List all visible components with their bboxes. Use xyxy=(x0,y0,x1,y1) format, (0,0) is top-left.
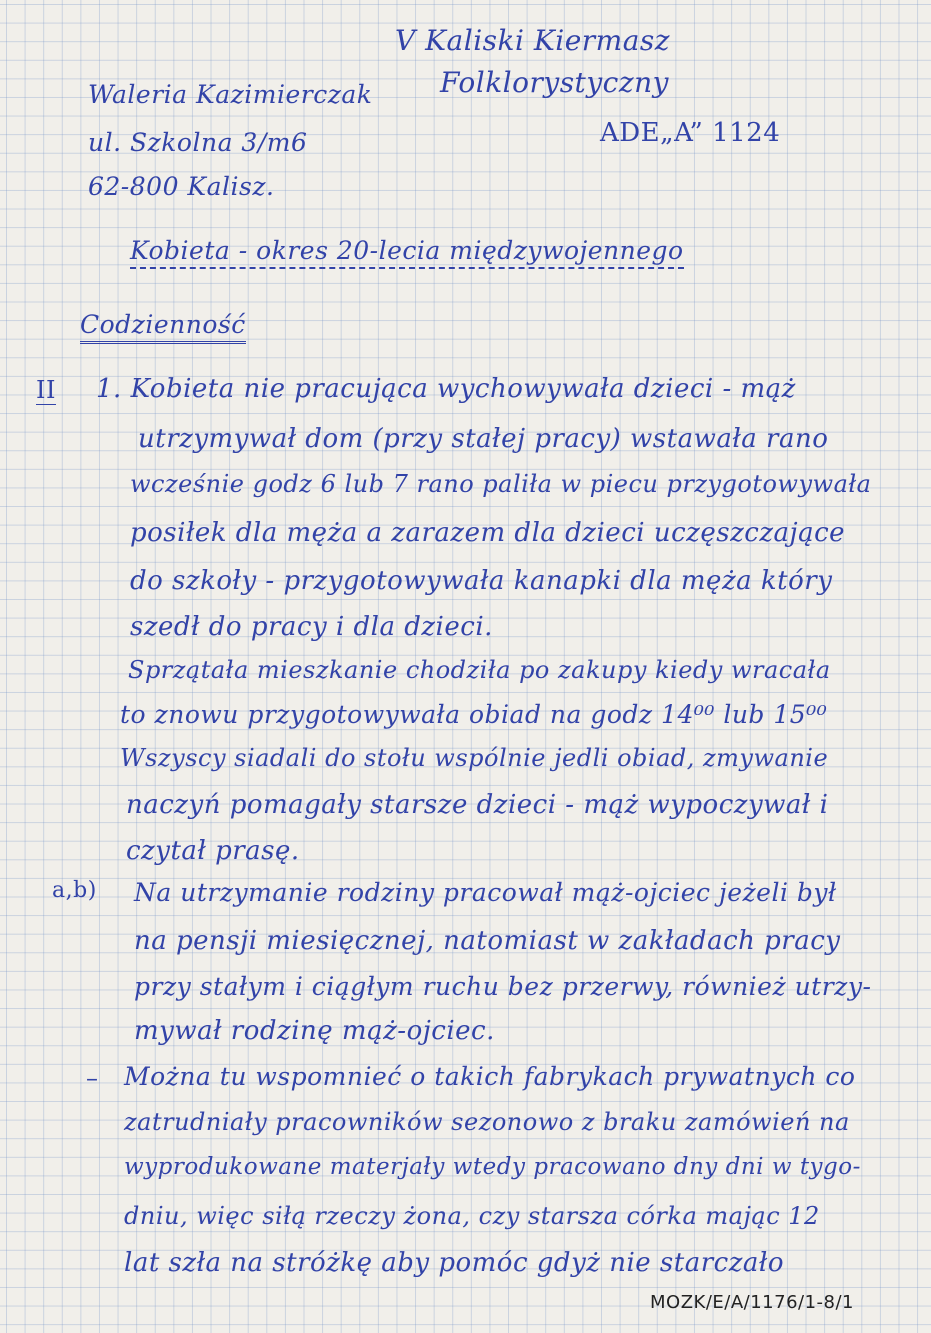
body-line-8: to znowu przygotowywała obiad na godz 14⁰⁰ lub 15⁰⁰ xyxy=(120,700,828,729)
body-line-15: mywał rodzinę mąż-ojciec. xyxy=(134,1016,495,1046)
body-line-3: wcześnie godz 6 lub 7 rano paliła w piecu przygotowywała xyxy=(130,470,872,498)
author-name: Waleria Kazimierczak xyxy=(88,80,373,109)
body-line-7: Sprzątała mieszkanie chodziła po zakupy kiedy wracała xyxy=(128,656,831,684)
body-line-19: dniu, więc siłą rzeczy żona, czy starsza córka mając 12 xyxy=(124,1202,820,1230)
body-line-10: naczyń pomagały starsze dzieci - mąż wypoczywał i xyxy=(126,790,829,820)
document-title: Kobieta - okres 20-lecia międzywojennego xyxy=(130,236,684,269)
body-line-6: szedł do pracy i dla dzieci. xyxy=(130,612,493,642)
body-line-14: przy stałym i ciągłym ruchu bez przerwy, również utrzy- xyxy=(134,972,872,1001)
archive-note-line1: V Kaliski Kiermasz xyxy=(395,24,671,57)
body-line-20: lat szła na stróżkę aby pomóc gdyż nie starczało xyxy=(124,1248,784,1278)
margin-mark-ab: a,b) xyxy=(52,878,97,903)
margin-mark-roman: II xyxy=(36,376,56,404)
margin-mark-dash: – xyxy=(86,1064,99,1092)
archive-note-line2: Folklorystyczny xyxy=(440,66,669,99)
archive-ref: ADE„A” 1124 xyxy=(600,118,781,148)
body-line-1: 1. Kobieta nie pracująca wychowywała dzieci - mąż xyxy=(96,374,796,404)
body-line-13: na pensji miesięcznej, natomiast w zakładach pracy xyxy=(134,926,841,956)
body-line-9: Wszyscy siadali do stołu wspólnie jedli obiad, zmywanie xyxy=(120,744,829,772)
section-heading: Codzienność xyxy=(80,310,246,344)
body-line-4: posiłek dla męża a zarazem dla dzieci uczęszczające xyxy=(130,518,846,548)
body-line-11: czytał prasę. xyxy=(126,836,300,866)
author-city: 62-800 Kalisz. xyxy=(88,172,275,201)
body-line-5: do szkoły - przygotowywała kanapki dla męża który xyxy=(130,566,833,596)
body-line-18: wyprodukowane materjały wtedy pracowano dny dni w tygo- xyxy=(124,1154,861,1180)
body-line-2: utrzymywał dom (przy stałej pracy) wstawała rano xyxy=(138,424,829,454)
author-street: ul. Szkolna 3/m6 xyxy=(88,128,308,157)
body-line-16: Można tu wspomnieć o takich fabrykach prywatnych co xyxy=(124,1062,856,1091)
body-line-17: zatrudniały pracowników sezonowo z braku zamówień na xyxy=(124,1108,850,1136)
body-line-12: Na utrzymanie rodziny pracował mąż-ojciec jeżeli był xyxy=(134,878,837,907)
footer-archive-ref: MOZK/E/A/1176/1-8/1 xyxy=(650,1292,855,1313)
